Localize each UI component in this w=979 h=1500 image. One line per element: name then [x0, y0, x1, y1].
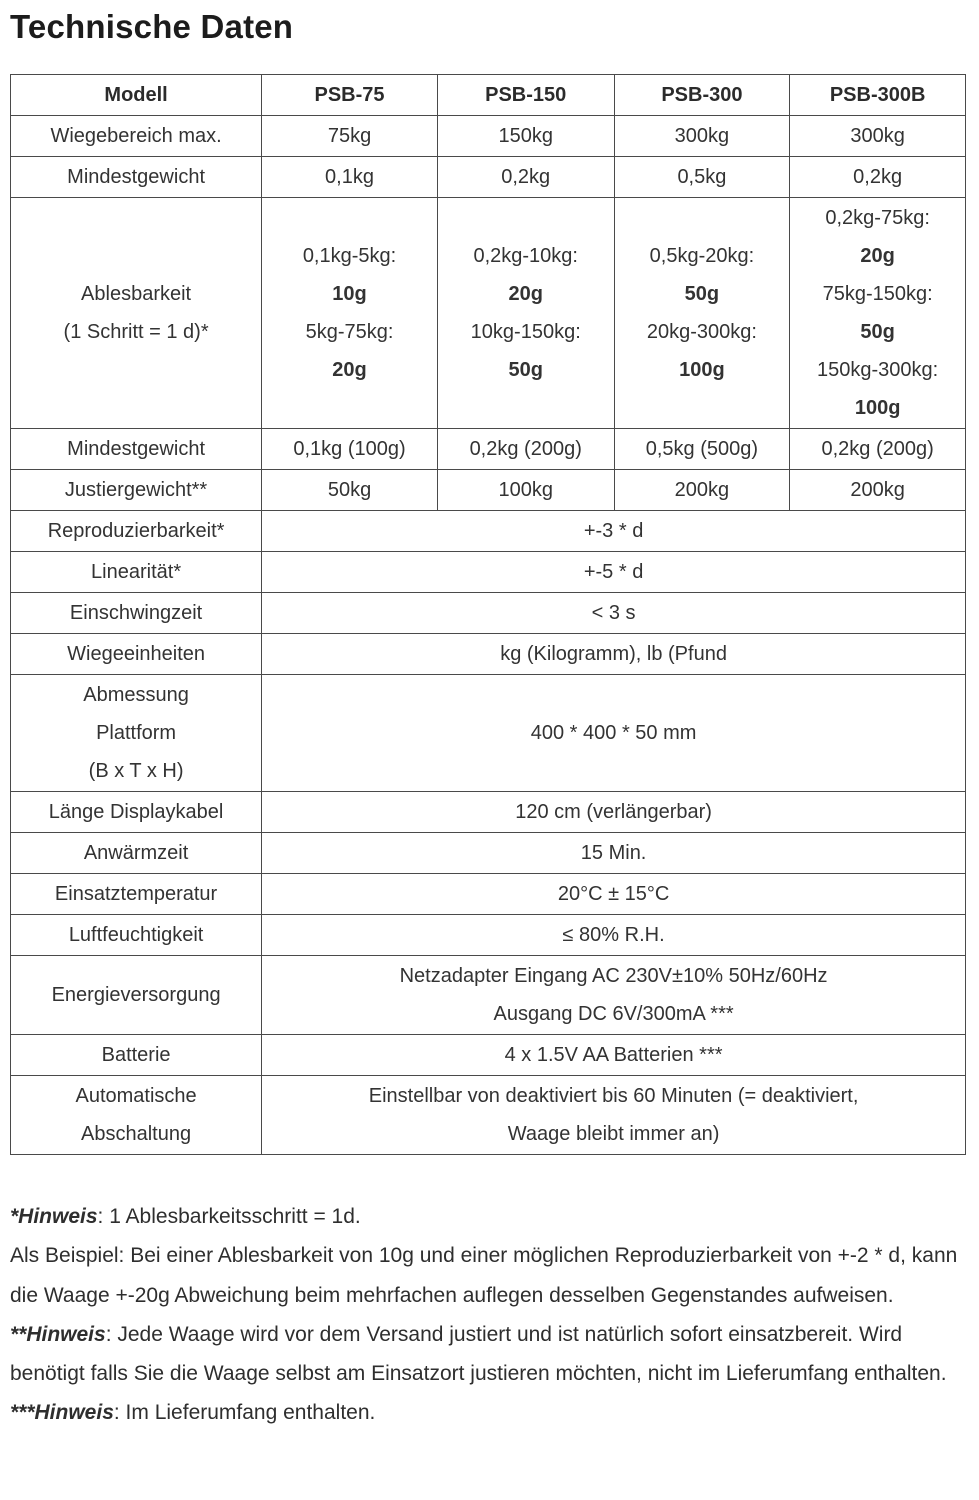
label-line: Plattform — [96, 722, 177, 744]
cell: 0,1kg (100g) — [262, 429, 438, 470]
value-line: 100g — [854, 397, 901, 419]
cell: 75kg — [262, 116, 438, 157]
row-label: Batterie — [11, 1035, 262, 1076]
footnote-3-prefix: ***Hinweis — [10, 1401, 114, 1425]
row-label — [11, 1076, 262, 1155]
cell: 150kg — [437, 116, 614, 157]
value-line: Ausgang DC 6V/300mA *** — [493, 1003, 734, 1025]
row-batterie — [11, 1035, 966, 1076]
cell: 0,5kg — [614, 157, 790, 198]
row-abschaltung — [11, 1076, 966, 1155]
cell-span: 20°C ± 15°C — [262, 874, 966, 915]
label-line: Abmessung — [83, 684, 189, 706]
cell: 0,2kg (200g) — [790, 429, 966, 470]
cell: 0,1kg — [262, 157, 438, 198]
cell: 0,2kg (200g) — [437, 429, 614, 470]
row-reproduzierbarkeit — [11, 511, 966, 552]
header-row — [11, 75, 966, 116]
row-einsatztemperatur — [11, 874, 966, 915]
footnote-2 — [10, 1315, 966, 1394]
value-line: 10g — [332, 283, 367, 305]
cell — [262, 198, 438, 429]
row-abmessung — [11, 675, 966, 792]
row-ablesbarkeit — [11, 198, 966, 429]
footnote-3-text: : Im Lieferumfang enthalten. — [113, 1401, 376, 1425]
label-line: Abschaltung — [81, 1123, 192, 1145]
range-line: 0,5kg-20kg: — [649, 245, 755, 267]
cell-span: ≤ 80% R.H. — [262, 915, 966, 956]
row-label — [11, 675, 262, 792]
cell: 300kg — [614, 116, 790, 157]
range-line: 75kg-150kg: — [822, 283, 933, 305]
cell: 50kg — [262, 470, 438, 511]
cell-span: +-3 * d — [262, 511, 966, 552]
footnotes — [10, 1197, 966, 1433]
value-line: Netzadapter Eingang AC 230V±10% 50Hz/60Hz — [399, 965, 828, 987]
footnote-1 — [10, 1197, 966, 1236]
label-line: (1 Schritt = 1 d)* — [63, 321, 209, 343]
header-psb-75: PSB-75 — [262, 75, 438, 116]
row-label: Mindestgewicht — [11, 157, 262, 198]
value-line: Waage bleibt immer an) — [507, 1123, 720, 1145]
value-line: 50g — [508, 359, 543, 381]
row-linearitaet — [11, 552, 966, 593]
value-line: 50g — [860, 321, 895, 343]
row-label: Justiergewicht** — [11, 470, 262, 511]
label-line: Automatische — [75, 1085, 197, 1107]
row-label: Energieversorgung — [11, 956, 262, 1035]
footnote-1-text: : 1 Ablesbarkeitsschritt = 1d. — [97, 1205, 361, 1228]
row-label: Einsatztemperatur — [11, 874, 262, 915]
cell-span: kg (Kilogramm), lb (Pfund — [262, 634, 966, 675]
cell-span: 400 * 400 * 50 mm — [262, 675, 966, 792]
cell: 100kg — [437, 470, 614, 511]
cell — [437, 198, 614, 429]
footnote-3 — [10, 1393, 966, 1432]
cell — [614, 198, 790, 429]
cell-span — [262, 1076, 966, 1155]
row-label — [11, 198, 262, 429]
row-luftfeuchtigkeit — [11, 915, 966, 956]
header-psb-300: PSB-300 — [614, 75, 790, 116]
row-label: Reproduzierbarkeit* — [11, 511, 262, 552]
row-label: Linearität* — [11, 552, 262, 593]
row-einschwingzeit — [11, 593, 966, 634]
footnote-2-prefix: **Hinweis — [10, 1322, 106, 1346]
row-wiegebereich — [11, 116, 966, 157]
value-line: 20g — [860, 245, 895, 267]
row-label: Luftfeuchtigkeit — [11, 915, 262, 956]
row-label: Wiegeeinheiten — [11, 634, 262, 675]
row-anwaermzeit — [11, 833, 966, 874]
row-justiergewicht — [11, 470, 966, 511]
value-line: 100g — [679, 359, 725, 381]
row-mindestgewicht-1 — [11, 157, 966, 198]
cell-span: +-5 * d — [262, 552, 966, 593]
header-modell: Modell — [11, 75, 262, 116]
label-line: Ablesbarkeit — [81, 283, 192, 305]
row-label: Länge Displaykabel — [11, 792, 262, 833]
footnote-1-body: Als Beispiel: Bei einer Ablesbarkeit von 10g und einer möglichen Reproduzierbarkeit von +-2 * d, kann die Waage +-20g Abweichung beim mehrfachen auflegen desselben Gegenstandes aufweisen. — [10, 1244, 958, 1307]
cell-span: 120 cm (verlängerbar) — [262, 792, 966, 833]
cell-span: 15 Min. — [262, 833, 966, 874]
range-line: 0,1kg-5kg: — [302, 245, 397, 267]
value-line: 20g — [332, 359, 367, 381]
footnote-1-prefix: *Hinweis — [10, 1205, 98, 1228]
cell: 200kg — [614, 470, 790, 511]
cell-span — [262, 956, 966, 1035]
range-line: 10kg-150kg: — [470, 321, 581, 343]
range-line: 150kg-300kg: — [817, 359, 939, 381]
footnote-2-text: : Jede Waage wird vor dem Versand justiert und ist natürlich sofort einsatzbereit. Wird benötigt falls Sie die Waage selbst am Einsatzort justieren möchten, nicht im Lieferumfang enthalten. — [10, 1322, 947, 1386]
row-displaykabel — [11, 792, 966, 833]
cell-span: < 3 s — [262, 593, 966, 634]
range-line: 0,2kg-10kg: — [473, 245, 578, 267]
row-label: Einschwingzeit — [11, 593, 262, 634]
header-psb-150: PSB-150 — [437, 75, 614, 116]
value-line: Einstellbar von deaktiviert bis 60 Minuten (= deaktiviert, — [368, 1085, 859, 1107]
row-mindestgewicht-2 — [11, 429, 966, 470]
spec-table — [10, 74, 966, 1155]
cell: 0,2kg — [437, 157, 614, 198]
row-label: Anwärmzeit — [11, 833, 262, 874]
range-line: 20kg-300kg: — [646, 321, 757, 343]
label-line: (B x T x H) — [88, 760, 184, 782]
cell: 300kg — [790, 116, 966, 157]
row-wiegeeinheiten — [11, 634, 966, 675]
row-label: Wiegebereich max. — [11, 116, 262, 157]
range-line: 0,2kg-75kg: — [825, 207, 930, 229]
range-line: 5kg-75kg: — [305, 321, 394, 343]
header-psb-300b: PSB-300B — [790, 75, 966, 116]
page-title: Technische Daten — [10, 8, 294, 45]
cell: 0,2kg — [790, 157, 966, 198]
value-line: 20g — [508, 283, 543, 305]
value-line: 50g — [684, 283, 720, 305]
cell: 200kg — [790, 470, 966, 511]
row-energieversorgung — [11, 956, 966, 1035]
row-label: Mindestgewicht — [11, 429, 262, 470]
cell: 0,5kg (500g) — [614, 429, 790, 470]
cell-span: 4 x 1.5V AA Batterien *** — [262, 1035, 966, 1076]
cell — [790, 198, 966, 429]
